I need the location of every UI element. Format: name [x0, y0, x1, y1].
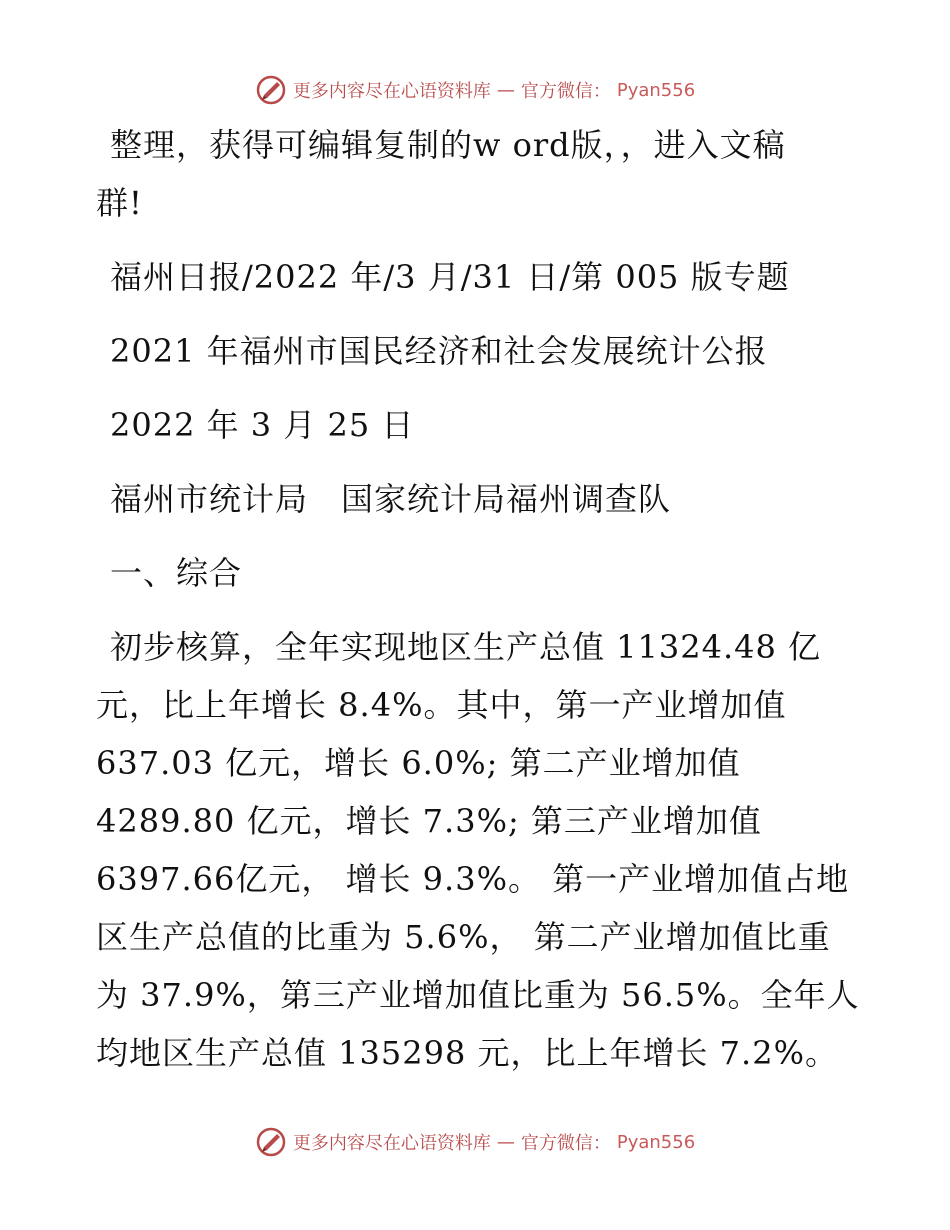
document-authors: 福州市统计局 国家统计局福州调查队	[110, 480, 672, 518]
body-line: 4289.80 亿元，增长 7.3%; 第三产业增加值	[96, 802, 762, 840]
logo-icon	[255, 1126, 287, 1158]
watermark-bottom	[0, 1126, 950, 1158]
watermark-official-label: 官方微信：	[520, 1133, 611, 1154]
body-line: 637.03 亿元，增长 6.0%; 第二产业增加值	[96, 744, 741, 782]
document-date: 2022 年 3 月 25 日	[110, 406, 415, 444]
watermark-id: Pyan556	[616, 79, 696, 101]
body-line: 6397.66亿元， 增长 9.3%。 第一产业增加值占地	[96, 860, 850, 898]
section-heading: 一、综合	[110, 554, 243, 592]
body-line: 均地区生产总值 135298 元，比上年增长 7.2%。	[96, 1034, 838, 1072]
watermark-separator: —	[496, 79, 515, 101]
watermark-official-label: 官方微信：	[520, 81, 611, 102]
watermark-top	[0, 74, 950, 106]
intro-line: 整理，获得可编辑复制的w ord版，，进入文稿	[110, 126, 786, 164]
watermark-text: 更多内容尽在心语资料库	[292, 81, 491, 102]
source-line: 福州日报/2022 年/3 月/31 日/第 005 版专题	[110, 258, 790, 296]
watermark-text: 更多内容尽在心语资料库	[292, 1133, 491, 1154]
intro-line: 群!	[96, 184, 143, 222]
logo-icon	[255, 74, 287, 106]
body-line: 初步核算，全年实现地区生产总值 11324.48 亿	[110, 628, 822, 666]
watermark-separator: —	[496, 1131, 515, 1153]
body-line: 区生产总值的比重为 5.6%， 第二产业增加值比重	[96, 918, 831, 956]
watermark-id: Pyan556	[616, 1131, 696, 1153]
body-line: 元，比上年增长 8.4%。其中，第一产业增加值	[96, 686, 787, 724]
document-body	[96, 116, 866, 1082]
document-title: 2021 年福州市国民经济和社会发展统计公报	[110, 332, 768, 370]
body-paragraph	[96, 618, 866, 1082]
body-line: 为 37.9%，第三产业增加值比重为 56.5%。全年人	[96, 976, 860, 1014]
